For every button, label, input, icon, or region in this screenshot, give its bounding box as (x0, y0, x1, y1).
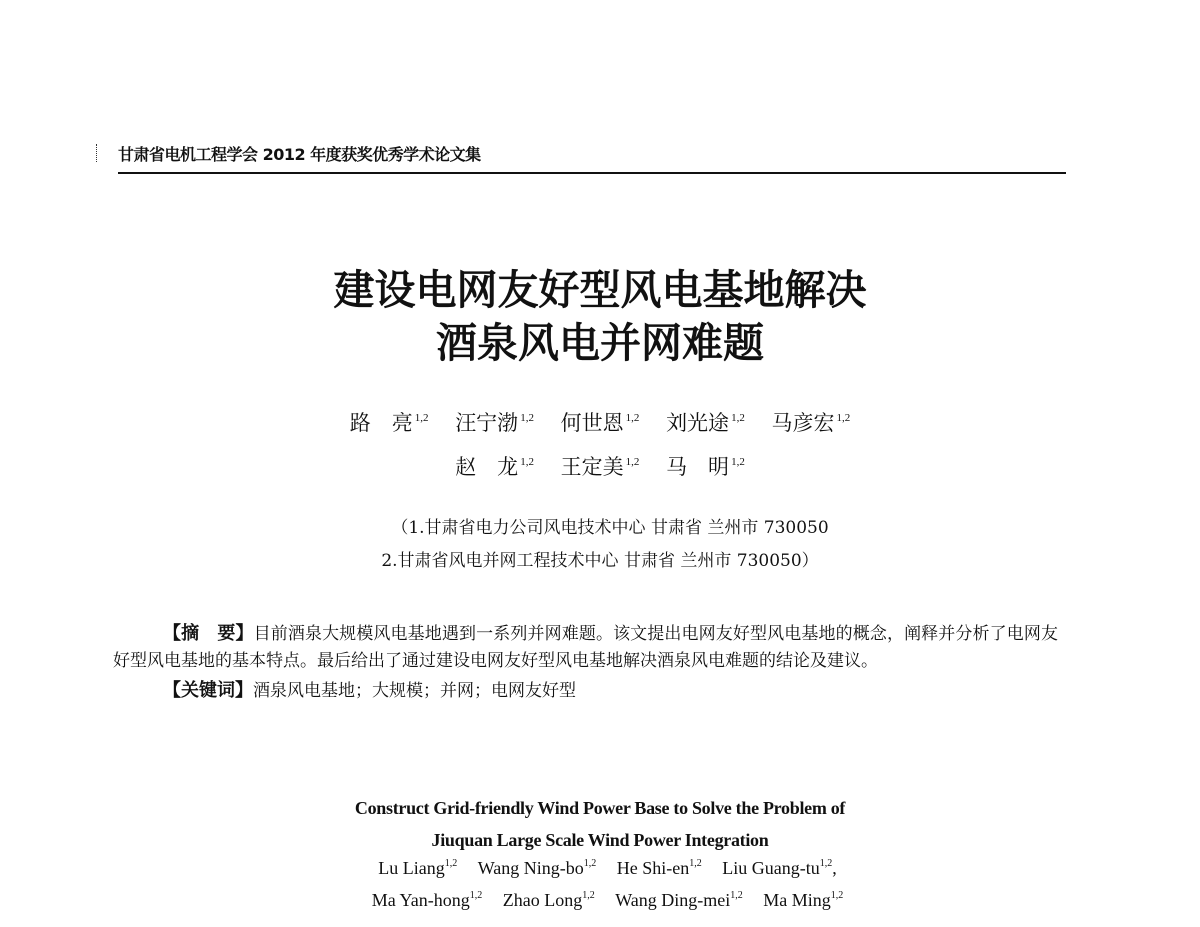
author: 刘光途 $^{1,2}$ (666, 411, 745, 435)
author-en: He Shi-en$^{1,2}$ (616, 858, 702, 878)
english-title-line-2: Jiuquan Large Scale Wind Power Integration (431, 830, 769, 850)
affiliation-1: （1.甘肃省电力公司风电技术中心 甘肃省 兰州市 730050 (391, 518, 829, 538)
author: 王定美 $^{1,2}$ (560, 455, 640, 479)
authors-en-row-2 (0, 890, 1200, 911)
author: 何世恩 $^{1,2}$ (560, 411, 640, 435)
abstract-text: 目前酒泉大规模风电基地遇到一系列并网难题。该文提出电网友好型风电基地的概念，阐释并分析了电网友好型风电基地的基本特点。最后给出了通过建设电网友好型风电基地解决酒泉风电难题的结论及建议。 (113, 624, 1059, 671)
keywords-paragraph (113, 677, 1058, 705)
running-header (118, 140, 1066, 174)
author-en: Lu Liang$^{1,2}$ (378, 858, 458, 878)
author-en: Ma Ming$^{1,2}$ (763, 890, 844, 910)
abstract-paragraph (113, 620, 1058, 675)
authors-en-row-1 (0, 858, 1200, 879)
author: 赵 龙 $^{1,2}$ (455, 455, 534, 479)
abstract-tag: 【摘 要】 (163, 623, 254, 644)
author: 汪宁渤 $^{1,2}$ (455, 411, 534, 435)
cropped-text-fragment (112, 920, 442, 927)
authors-cn-row-2 (0, 451, 1200, 481)
author: 路 亮 $^{1,2}$ (349, 411, 429, 435)
author-en: Zhao Long$^{1,2}$ (502, 890, 595, 910)
author: 马彦宏 $^{1,2}$ (771, 411, 851, 435)
author: 马 明 $^{1,2}$ (666, 455, 745, 479)
author-en: Liu Guang-tu$^{1,2}$, (722, 858, 837, 878)
keywords-tag: 【关键词】 (163, 680, 253, 701)
author-en: Ma Yan-hong$^{1,2}$ (371, 890, 483, 910)
authors-cn-row-1 (0, 407, 1200, 437)
abstract-block (113, 620, 1058, 705)
author-en: Wang Ning-bo$^{1,2}$ (477, 858, 597, 878)
title-line-2: 酒泉风电并网难题 (436, 319, 764, 367)
keywords-text: 酒泉风电基地；大规模；并网；电网友好型 (253, 681, 576, 701)
affiliation-2: 2.甘肃省风电并网工程技术中心 甘肃省 兰州市 730050） (381, 551, 819, 571)
title-line-1: 建设电网友好型风电基地解决 (333, 266, 867, 314)
english-title-line-1: Construct Grid-friendly Wind Power Base to Solve the Problem of (354, 798, 846, 818)
header-text: 甘肃省电机工程学会 2012 年度获奖优秀学术论文集 (118, 145, 481, 164)
author-en: Wang Ding-mei$^{1,2}$ (615, 890, 743, 910)
margin-mark (96, 144, 99, 162)
